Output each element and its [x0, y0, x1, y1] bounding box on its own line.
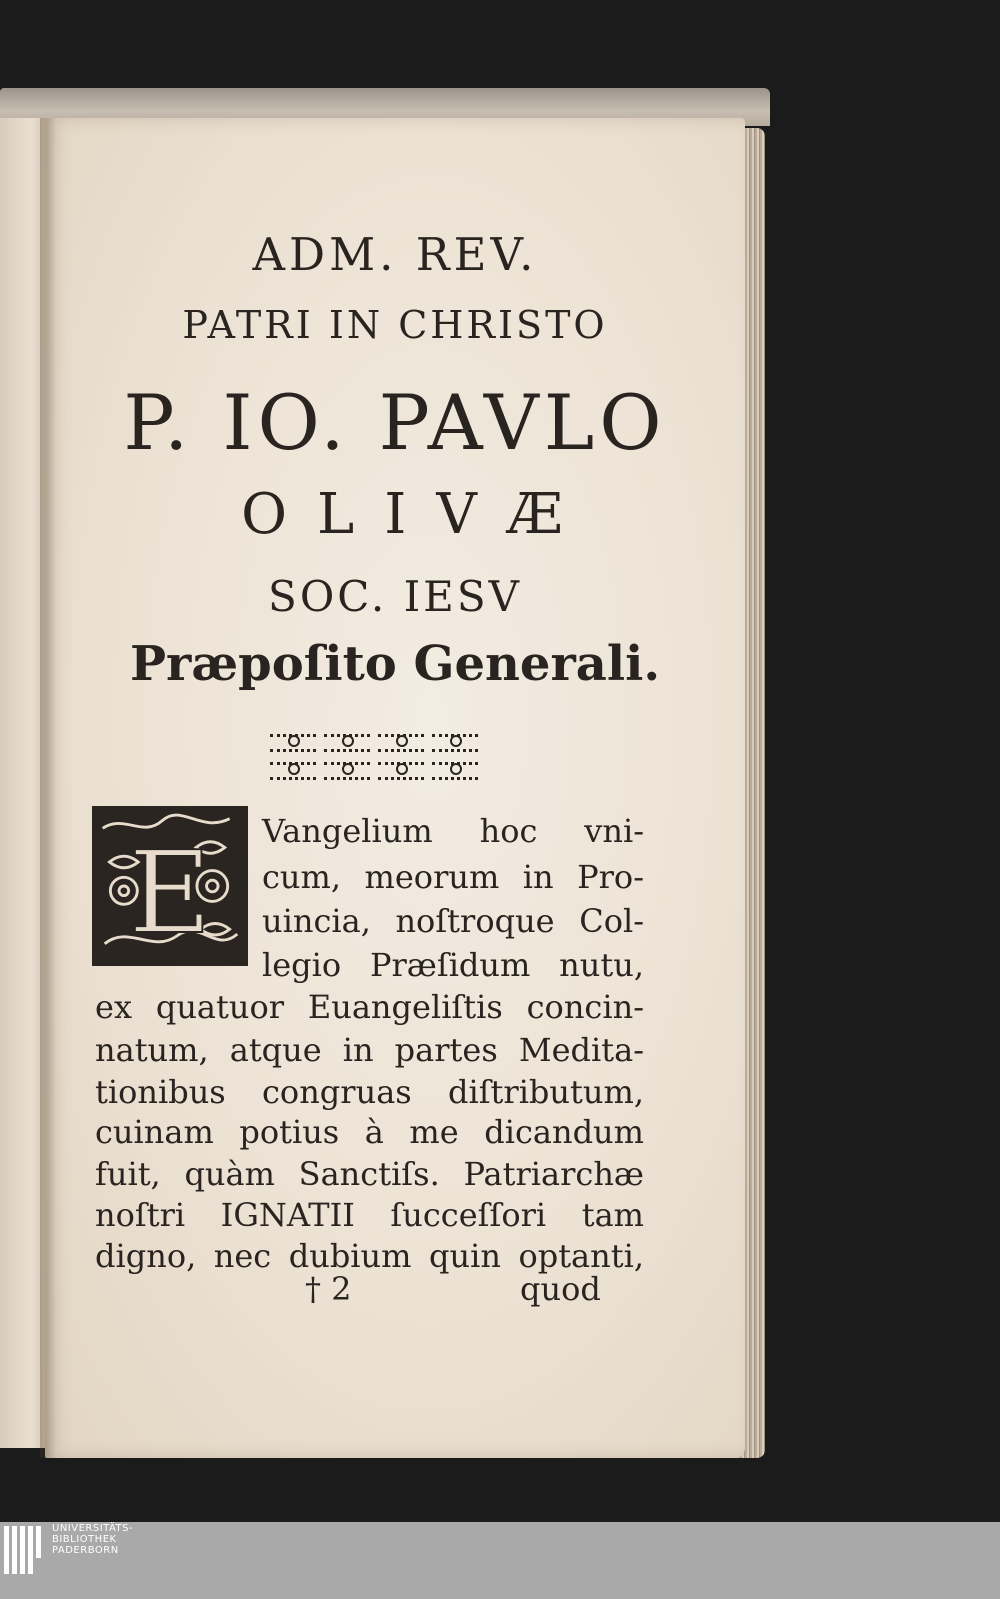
decorated-initial	[92, 806, 248, 966]
title-line-1: ADM. REV.	[252, 228, 538, 281]
library-logo-line-3: PADERBORN	[52, 1545, 119, 1556]
title-line-3: P. IO. PAVLO	[123, 378, 667, 467]
book	[0, 88, 775, 1488]
library-logo-text	[52, 1523, 133, 1556]
body-line-6: natum, atque in partes Medita-	[95, 1031, 644, 1069]
ornament-glyph	[270, 734, 316, 752]
ornament-glyph	[324, 734, 370, 752]
ornament-glyph	[378, 762, 424, 780]
ornament-glyph	[324, 762, 370, 780]
body-line-9: fuit, quàm Sanctiſs. Patriarchæ	[95, 1155, 644, 1193]
ornament-glyph	[378, 734, 424, 752]
ornament-row-2	[270, 762, 478, 780]
body-line-5: ex quatuor Euangeliſtis concin-	[95, 988, 644, 1026]
ornament-glyph	[432, 734, 478, 752]
library-logo-line-1: UNIVERSITÄTS-	[52, 1523, 134, 1534]
library-logo-icon	[4, 1526, 44, 1576]
body-line-1: Vangelium hoc vni-	[262, 812, 644, 850]
title-line-2: PATRI IN CHRISTO	[182, 303, 608, 347]
ornament-row-1	[270, 734, 478, 752]
title-line-5: SOC. IESV	[268, 572, 522, 621]
body-line-4: legio Præſidum nutu,	[262, 946, 644, 984]
body-line-2: cum, meorum in Pro-	[262, 858, 644, 896]
body-line-11: digno, nec dubium quin optanti,	[95, 1237, 644, 1275]
signature-mark: † 2	[305, 1270, 352, 1308]
body-line-7: tionibus congruas diſtributum,	[95, 1073, 644, 1111]
ornament-glyph	[432, 762, 478, 780]
floral-initial-icon	[95, 809, 245, 963]
title-line-4: OLIVÆ	[241, 482, 593, 547]
initial-letter: E	[128, 827, 212, 960]
catchword: quod	[520, 1270, 601, 1308]
library-logo-line-2: BIBLIOTHEK	[52, 1534, 117, 1545]
ornament-glyph	[270, 762, 316, 780]
body-line-3: uincia, noſtroque Col-	[262, 902, 644, 940]
library-footer-bar	[0, 1522, 1000, 1599]
body-line-8: cuinam potius à me dicandum	[95, 1113, 644, 1151]
body-line-10: noſtri IGNATII ſucceſſori tam	[95, 1196, 644, 1234]
title-line-6: Præpoſito Generali.	[129, 636, 661, 692]
